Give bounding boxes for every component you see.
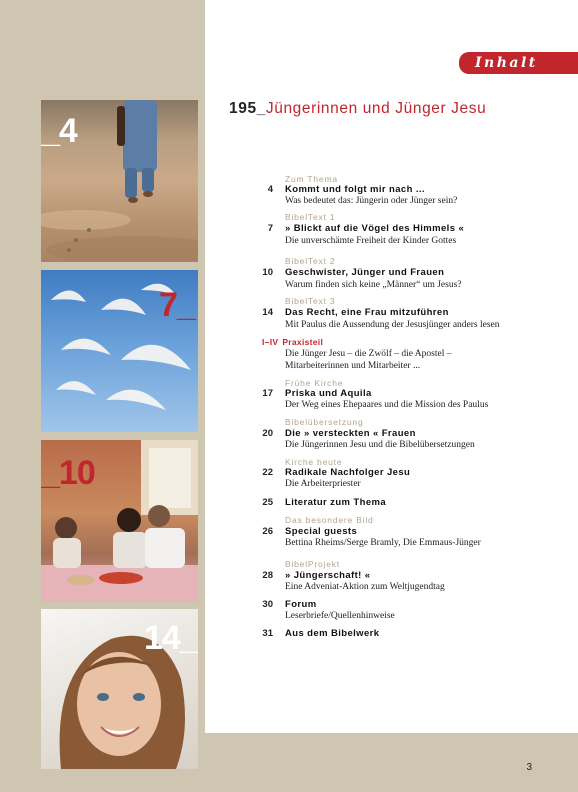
issue-title: Jüngerinnen und Jünger Jesu (265, 100, 487, 117)
toc-title[interactable]: Das Recht, eine Frau mitzuführen (285, 307, 449, 318)
toc-category-praxisteil[interactable] (262, 337, 323, 347)
toc-page: 10 (262, 267, 273, 278)
toc-title[interactable]: Aus dem Bibelwerk (285, 628, 380, 639)
toc-title[interactable]: Priska und Aquila (285, 388, 372, 399)
photo-woman (41, 609, 198, 769)
toc-title[interactable]: Literatur zum Thema (285, 497, 387, 508)
toc-subtitle: Eine Adveniat-Aktion zum Weltjugendtag (285, 582, 445, 592)
toc-subtitle: Die Jüngerinnen Jesu und die Bibelübersetzungen (285, 440, 475, 450)
toc-title[interactable]: Geschwister, Jünger und Frauen (285, 267, 445, 278)
toc-page: 4 (267, 184, 273, 195)
photo-number-7: 7_ (159, 286, 195, 324)
toc-category: BibelText 1 (285, 212, 336, 222)
toc-category: Zum Thema (285, 174, 338, 184)
issue-number: 195_ (229, 100, 266, 117)
toc-subtitle: Bettina Rheims/Serge Bramly, Die Emmaus-Jünger (285, 538, 481, 548)
toc-subtitle: Leserbriefe/Quellenhinweise (285, 611, 395, 621)
toc-page: 26 (262, 526, 273, 537)
contents-tab: Inhalt (459, 52, 578, 74)
photo-table (41, 440, 198, 602)
toc-category: Bibelübersetzung (285, 417, 364, 427)
toc-title[interactable]: Kommt und folgt mir nach ... (285, 184, 425, 195)
page-number: 3 (526, 762, 532, 773)
toc-category: BibelProjekt (285, 559, 340, 569)
toc-title[interactable]: » Blickt auf die Vögel des Himmels « (285, 223, 465, 234)
toc-subtitle: Mitarbeiterinnen und Mitarbeiter ... (285, 361, 421, 371)
photo-number-14: 14_ (144, 619, 198, 657)
toc-title[interactable]: Die » versteckten « Frauen (285, 428, 416, 439)
toc-page: 25 (262, 497, 273, 508)
toc-page: 22 (262, 467, 273, 478)
toc-page: 17 (262, 388, 273, 399)
toc-page: 14 (262, 307, 273, 318)
toc-subtitle: Die Arbeiterpriester (285, 479, 361, 489)
toc-category: Frühe Kirche (285, 378, 344, 388)
issue-heading (229, 100, 486, 118)
photo-number-10: _10 (41, 454, 95, 492)
toc-page: 30 (262, 599, 273, 610)
photo-gulls (41, 270, 198, 432)
toc-title[interactable]: » Jüngerschaft! « (285, 570, 371, 581)
toc-subtitle: Der Weg eines Ehepaares und die Mission des Paulus (285, 400, 489, 410)
toc-title[interactable]: Special guests (285, 526, 358, 537)
toc-subtitle: Die Jünger Jesu – die Zwölf – die Apostel – (285, 349, 452, 359)
toc-page: 20 (262, 428, 273, 439)
toc-subtitle: Was bedeutet das: Jüngerin oder Jünger sein? (285, 196, 458, 206)
toc-category-label: Praxisteil (282, 337, 324, 347)
toc-subtitle: Warum finden sich keine „Männer“ um Jesus? (285, 280, 462, 290)
toc-page: 31 (262, 628, 273, 639)
toc-category: Das besondere Bild (285, 515, 374, 525)
photo-number-4: _4 (41, 112, 77, 150)
toc-category: BibelText 3 (285, 296, 336, 306)
toc-page: 28 (262, 570, 273, 581)
toc-page: 7 (267, 223, 273, 234)
toc-page: I–IV (262, 337, 279, 347)
toc-category: BibelText 2 (285, 256, 336, 266)
toc-title[interactable]: Forum (285, 599, 317, 610)
toc-subtitle: Mit Paulus die Aussendung der Jesusjünger anders lesen (285, 320, 500, 330)
toc-subtitle: Die unverschämte Freiheit der Kinder Gottes (285, 236, 457, 246)
photo-desert (41, 100, 198, 262)
toc-title[interactable]: Radikale Nachfolger Jesu (285, 467, 411, 478)
toc-category: Kirche heute (285, 457, 343, 467)
